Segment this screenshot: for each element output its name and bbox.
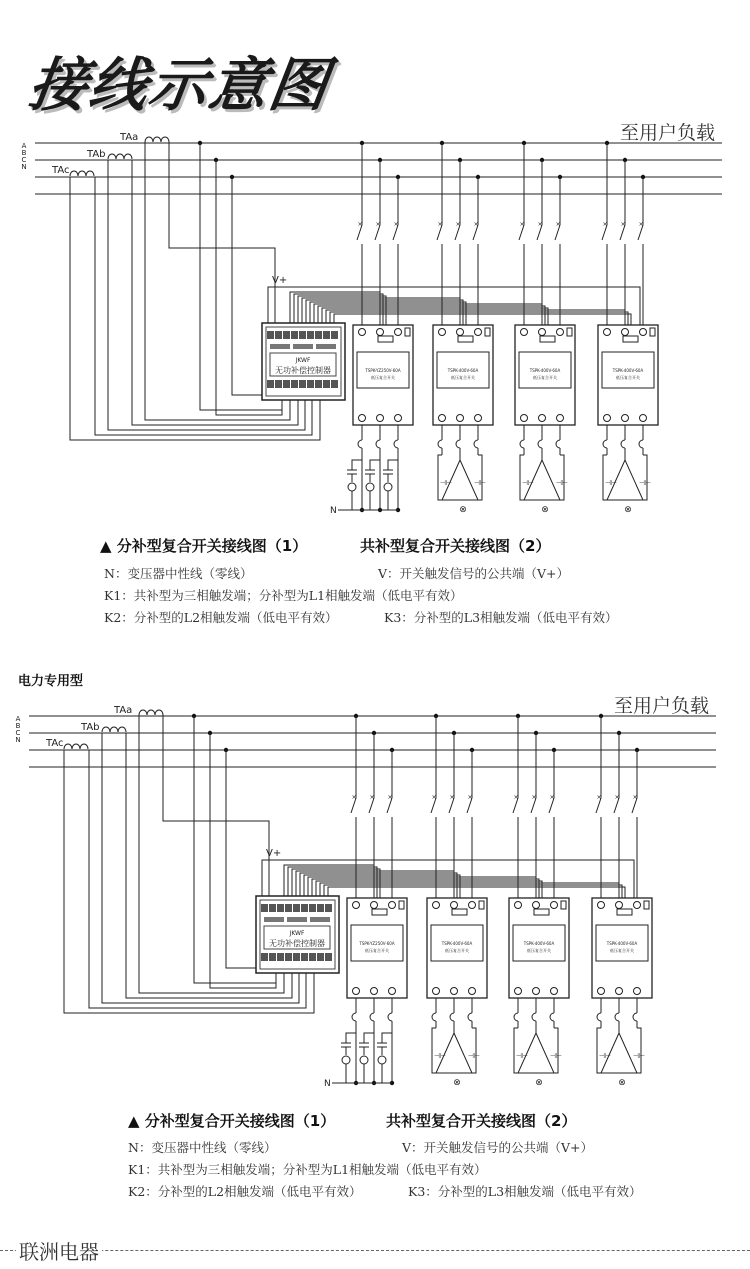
terminal-screw xyxy=(557,329,564,336)
lamp-icon: ⊗ xyxy=(459,505,467,515)
warning-icon: ▲ xyxy=(100,537,117,555)
breaker-mark: × xyxy=(455,221,461,228)
lamp-icon: ⊗ xyxy=(541,505,549,515)
breaker-mark: × xyxy=(437,221,443,228)
terminal xyxy=(275,380,282,388)
terminal xyxy=(291,380,298,388)
terminal xyxy=(283,331,290,339)
terminal-screw xyxy=(475,415,482,422)
note-k1: K1：共补型为三相触发端；分补型为L1相触发端（低电平有效） xyxy=(128,1162,487,1177)
breaker-mark: × xyxy=(614,794,620,801)
cap-wire xyxy=(432,1028,436,1073)
terminal xyxy=(293,953,300,961)
capacitor-icon: ⊣⊢ xyxy=(521,479,535,487)
capacitor-icon: ⊣⊢ xyxy=(638,479,652,487)
caption-text: 分补型复合开关接线图（1） xyxy=(144,1112,336,1130)
terminal xyxy=(269,904,276,912)
ct-coil xyxy=(139,710,163,715)
terminal-screw xyxy=(539,329,546,336)
wiring-diagram xyxy=(21,132,722,516)
caption-common-type: 共补型复合开关接线图（2） xyxy=(360,537,551,555)
reactor-coil xyxy=(597,1013,601,1021)
cap-wire xyxy=(364,1028,374,1043)
terminal-screw xyxy=(439,329,446,336)
lamp-icon xyxy=(342,1056,350,1064)
reactor-coil xyxy=(376,440,380,448)
reactor-coil xyxy=(556,440,560,448)
terminal-screw xyxy=(353,988,360,995)
breaker-mark: × xyxy=(449,794,455,801)
module-model: TSPK-400V-60A xyxy=(612,368,644,373)
note-k2: K2：分补型的L2相触发端（低电平有效） xyxy=(128,1184,362,1199)
lamp-icon: ⊗ xyxy=(624,505,632,515)
terminal xyxy=(299,380,306,388)
terminal-screw xyxy=(439,415,446,422)
caption-text: 分补型复合开关接线图（1） xyxy=(116,537,308,555)
terminal xyxy=(267,331,274,339)
terminal xyxy=(267,380,274,388)
caption-split-type xyxy=(100,535,307,556)
controller-name: 无功补偿控制器 xyxy=(269,939,325,948)
terminal xyxy=(261,904,268,912)
terminal xyxy=(285,904,292,912)
reactor-coil xyxy=(456,440,460,448)
note-k3: K3：分补型的L3相触发端（低电平有效） xyxy=(384,610,618,625)
lamp-icon: ⊗ xyxy=(453,1078,461,1088)
capacitor-icon: ⊣⊢ xyxy=(515,1052,529,1060)
caption-common-type: 共补型复合开关接线图（2） xyxy=(386,1112,577,1130)
terminal-screw xyxy=(604,329,611,336)
to-load-label: 至用户负载 xyxy=(614,695,710,717)
terminal-screw xyxy=(521,415,528,422)
cap-wire xyxy=(560,455,564,500)
module-name: 低压复合开关 xyxy=(616,375,640,380)
module-name: 低压复合开关 xyxy=(445,948,469,953)
terminal-screw xyxy=(433,988,440,995)
terminal-screw xyxy=(539,415,546,422)
terminal xyxy=(323,380,330,388)
ct-coil xyxy=(64,744,88,749)
breaker-mark: × xyxy=(531,794,537,801)
ct-coil xyxy=(145,137,169,142)
breaker-mark: × xyxy=(620,221,626,228)
lamp-icon: ⊗ xyxy=(535,1078,543,1088)
module-model: TSPK-400V-60A xyxy=(441,941,473,946)
lamp-icon xyxy=(384,483,392,491)
reactor-coil xyxy=(370,1013,374,1021)
terminal-screw xyxy=(640,329,647,336)
module-model: TSPK-400V-60A xyxy=(606,941,638,946)
terminal xyxy=(325,904,332,912)
terminal-screw xyxy=(598,988,605,995)
terminal xyxy=(315,380,322,388)
brand-name: 联洲电器 xyxy=(16,1236,102,1265)
indicator xyxy=(264,917,284,922)
terminal xyxy=(307,331,314,339)
reactor-coil xyxy=(388,1013,392,1021)
terminal-screw xyxy=(451,902,458,909)
module-name: 低压复合开关 xyxy=(371,375,395,380)
cap-wire xyxy=(643,455,647,500)
terminal-screw xyxy=(359,415,366,422)
phase-label: N xyxy=(15,736,21,744)
breaker-mark: × xyxy=(638,221,644,228)
terminal xyxy=(325,953,332,961)
vplus-label: V+ xyxy=(266,848,282,859)
terminal-screw xyxy=(359,329,366,336)
cap-wire xyxy=(637,1028,641,1073)
capacitor-icon: ⊣⊢ xyxy=(632,1052,646,1060)
terminal xyxy=(301,953,308,961)
phase-label: N xyxy=(21,163,27,171)
note-k1: K1：共补型为三相触发端；分补型为L1相触发端（低电平有效） xyxy=(104,588,463,603)
phase-label: B xyxy=(15,722,21,730)
section-title: 电力专用型 xyxy=(18,674,84,689)
terminal-screw xyxy=(533,988,540,995)
controller-model: JKWF xyxy=(295,357,311,364)
ct-label: TAc xyxy=(52,165,70,176)
terminal-screw xyxy=(389,988,396,995)
reactor-coil xyxy=(550,1013,554,1021)
lamp-icon xyxy=(366,483,374,491)
terminal-screw xyxy=(515,988,522,995)
terminal-screw xyxy=(515,902,522,909)
terminal xyxy=(307,380,314,388)
note-k2: K2：分补型的L2相触发端（低电平有效） xyxy=(104,610,338,625)
module-model: TSPK-400V-60A xyxy=(529,368,561,373)
ct-wire xyxy=(169,142,275,323)
breaker-mark: × xyxy=(513,794,519,801)
capacitor-icon: ⊣⊢ xyxy=(467,1052,481,1060)
terminal xyxy=(285,953,292,961)
reactor-coil xyxy=(603,440,607,448)
controller-model: JKWF xyxy=(289,930,305,937)
lamp-icon xyxy=(378,1056,386,1064)
reactor-coil xyxy=(633,1013,637,1021)
cap-wire xyxy=(520,455,524,500)
breaker-mark: × xyxy=(596,794,602,801)
reactor-coil xyxy=(520,440,524,448)
cap-wire xyxy=(382,1028,392,1043)
terminal xyxy=(301,904,308,912)
module-name: 低压复合开关 xyxy=(451,375,475,380)
ct-coil xyxy=(102,727,126,732)
cap-wire xyxy=(472,1028,476,1073)
breaker-mark: × xyxy=(431,794,437,801)
terminal-screw xyxy=(353,902,360,909)
module-model: TSPK-YZ250V-60A xyxy=(365,368,401,373)
module-model: TSPK-YZ250V-60A xyxy=(359,941,395,946)
terminal xyxy=(331,331,338,339)
cap-wire xyxy=(603,455,607,500)
terminal-screw xyxy=(533,902,540,909)
reactor-coil xyxy=(394,440,398,448)
indicator xyxy=(316,344,336,349)
lamp-icon xyxy=(348,483,356,491)
terminal xyxy=(317,953,324,961)
capacitor-icon: ⊣⊢ xyxy=(549,1052,563,1060)
terminal-screw xyxy=(616,902,623,909)
indicator xyxy=(310,917,330,922)
breaker-mark: × xyxy=(357,221,363,228)
breaker-mark: × xyxy=(467,794,473,801)
terminal xyxy=(309,904,316,912)
breaker-mark: × xyxy=(555,221,561,228)
terminal-screw xyxy=(457,415,464,422)
breaker-mark: × xyxy=(351,794,357,801)
note-v: V：开关触发信号的公共端（V+） xyxy=(402,1140,594,1155)
terminal-screw xyxy=(457,329,464,336)
terminal xyxy=(309,953,316,961)
neutral-label: N xyxy=(330,506,337,516)
note-n: N：变压器中性线（零线） xyxy=(104,566,253,581)
wiring-diagram xyxy=(15,705,716,1089)
terminal-screw xyxy=(475,329,482,336)
capacitor-icon: ⊣⊢ xyxy=(473,479,487,487)
breaker-mark: × xyxy=(375,221,381,228)
cap-wire xyxy=(370,455,380,470)
breaker-mark: × xyxy=(393,221,399,228)
breaker-mark: × xyxy=(632,794,638,801)
caption-split-type xyxy=(128,1110,335,1131)
terminal-screw xyxy=(371,988,378,995)
terminal-screw xyxy=(389,902,396,909)
reactor-coil xyxy=(514,1013,518,1021)
terminal-screw xyxy=(377,329,384,336)
terminal xyxy=(277,953,284,961)
note-n: N：变压器中性线（零线） xyxy=(128,1140,277,1155)
ct-coil xyxy=(108,154,132,159)
capacitor-icon: ⊣⊢ xyxy=(555,479,569,487)
capacitor-icon: ⊣⊢ xyxy=(433,1052,447,1060)
reactor-coil xyxy=(538,440,542,448)
terminal xyxy=(261,953,268,961)
reactor-coil xyxy=(468,1013,472,1021)
reactor-coil xyxy=(639,440,643,448)
cap-wire xyxy=(514,1028,518,1073)
reactor-coil xyxy=(532,1013,536,1021)
indicator xyxy=(287,917,307,922)
cap-wire xyxy=(346,1028,356,1043)
controller-name: 无功补偿控制器 xyxy=(275,366,331,375)
breaker-mark: × xyxy=(549,794,555,801)
terminal-screw xyxy=(598,902,605,909)
reactor-coil xyxy=(621,440,625,448)
terminal xyxy=(275,331,282,339)
ct-label: TAc xyxy=(46,738,64,749)
note-k3: K3：分补型的L3相触发端（低电平有效） xyxy=(408,1184,642,1199)
lamp-icon xyxy=(360,1056,368,1064)
breaker-mark: × xyxy=(473,221,479,228)
terminal-screw xyxy=(557,415,564,422)
module-name: 低压复合开关 xyxy=(533,375,557,380)
ct-label: TAa xyxy=(120,132,139,143)
terminal xyxy=(317,904,324,912)
terminal-screw xyxy=(634,988,641,995)
breaker-mark: × xyxy=(369,794,375,801)
vplus-label: V+ xyxy=(272,275,288,286)
terminal-screw xyxy=(371,902,378,909)
phase-label: A xyxy=(15,715,21,723)
phase-label: C xyxy=(21,156,27,164)
reactor-coil xyxy=(432,1013,436,1021)
terminal xyxy=(277,904,284,912)
module-model: TSPK-400V-60A xyxy=(447,368,479,373)
terminal-screw xyxy=(622,415,629,422)
reactor-coil xyxy=(474,440,478,448)
lamp-icon: ⊗ xyxy=(618,1078,626,1088)
ct-label: TAb xyxy=(81,722,100,733)
terminal-screw xyxy=(451,988,458,995)
terminal-screw xyxy=(622,329,629,336)
indicator xyxy=(270,344,290,349)
module-model: TSPK-400V-60A xyxy=(523,941,555,946)
breaker-mark: × xyxy=(537,221,543,228)
terminal xyxy=(331,380,338,388)
terminal xyxy=(269,953,276,961)
breaker-mark: × xyxy=(602,221,608,228)
indicator xyxy=(293,344,313,349)
terminal-screw xyxy=(604,415,611,422)
terminal-screw xyxy=(433,902,440,909)
capacitor-icon: ⊣⊢ xyxy=(439,479,453,487)
reactor-coil xyxy=(358,440,362,448)
breaker-mark: × xyxy=(519,221,525,228)
cap-wire xyxy=(478,455,482,500)
ct-coil xyxy=(70,171,94,176)
terminal-screw xyxy=(640,415,647,422)
page-title: 接线示意图 xyxy=(24,51,335,119)
terminal xyxy=(315,331,322,339)
terminal-screw xyxy=(469,988,476,995)
neutral-label: N xyxy=(324,1079,331,1089)
footer-divider xyxy=(0,1250,750,1251)
cap-wire xyxy=(597,1028,601,1073)
warning-icon: ▲ xyxy=(128,1112,145,1130)
module-name: 低压复合开关 xyxy=(527,948,551,953)
terminal-screw xyxy=(395,329,402,336)
terminal-screw xyxy=(395,415,402,422)
terminal xyxy=(291,331,298,339)
reactor-coil xyxy=(438,440,442,448)
terminal xyxy=(283,380,290,388)
note-v: V：开关触发信号的公共端（V+） xyxy=(378,566,570,581)
terminal-screw xyxy=(634,902,641,909)
ct-label: TAb xyxy=(87,149,106,160)
phase-label: C xyxy=(15,729,21,737)
module-name: 低压复合开关 xyxy=(610,948,634,953)
terminal xyxy=(299,331,306,339)
ct-label: TAa xyxy=(114,705,133,716)
cap-wire xyxy=(554,1028,558,1073)
terminal-screw xyxy=(521,329,528,336)
terminal-screw xyxy=(551,902,558,909)
terminal-screw xyxy=(551,988,558,995)
terminal xyxy=(293,904,300,912)
capacitor-icon: ⊣⊢ xyxy=(598,1052,612,1060)
phase-label: B xyxy=(21,149,27,157)
phase-label: A xyxy=(21,142,27,150)
terminal-screw xyxy=(616,988,623,995)
reactor-coil xyxy=(450,1013,454,1021)
ct-wire xyxy=(163,715,269,896)
capacitor-icon: ⊣⊢ xyxy=(604,479,618,487)
terminal-screw xyxy=(469,902,476,909)
terminal-screw xyxy=(377,415,384,422)
cap-wire xyxy=(438,455,442,500)
to-load-label: 至用户负载 xyxy=(620,122,716,144)
reactor-coil xyxy=(352,1013,356,1021)
breaker-mark: × xyxy=(387,794,393,801)
cap-wire xyxy=(388,455,398,470)
cap-wire xyxy=(352,455,362,470)
terminal xyxy=(323,331,330,339)
reactor-coil xyxy=(615,1013,619,1021)
module-name: 低压复合开关 xyxy=(365,948,389,953)
